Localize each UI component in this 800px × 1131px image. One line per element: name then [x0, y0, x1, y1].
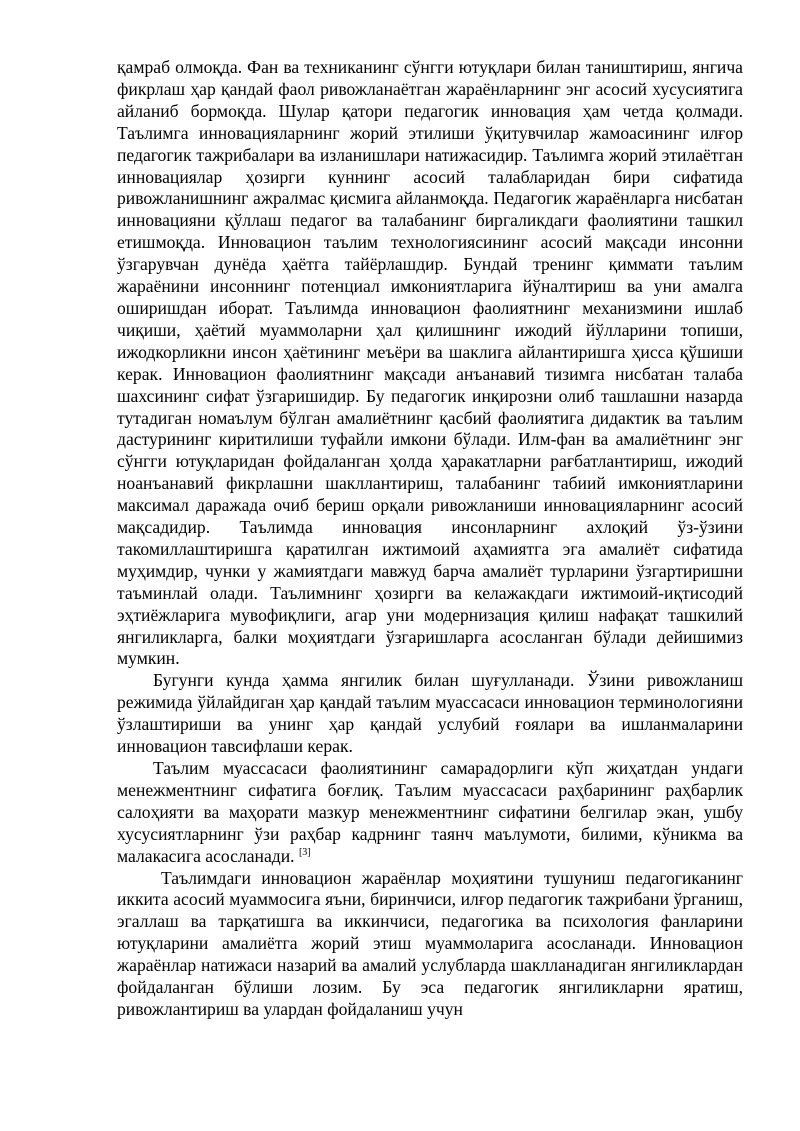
paragraph-innovation-intro: қамраб олмоқда. Фан ва техниканинг сўнгги ютуқлари билан таништириш, янгича фикрлаш ҳар қандай фаол ривожланаётган жараёнларнинг энг асосий хусусиятига айланиб бормоқда. Шулар қатори педагогик инновация ҳам четда қолмади. Таълимга инновацияларнинг жорий этилиши ўқитувчилар жамоасининг илғор педагогик тажрибалари ва изланишлари натижасидир. Таълимга жорий этилаётган инновациялар ҳозирги куннинг асосий талабларидан бири сифатида ривожланишнинг ажралмас қисмига айланмоқда. Педагогик жараёнларга нисбатан инновацияни қўллаш педагог ва талабанинг биргаликдаги фаолиятини ташкил етишмоқда. Инновацион таълим технологиясининг асосий мақсади инсонни ўзгарувчан дунёда ҳаётга тайёрлашдир. Бундай тренинг қиммати таълим жараёнини инсоннинг потенциал имкониятларига йўналтириш ва уни амалга оширишдан иборат. Таълимда инновацион фаолиятнинг механизмини ишлаб чиқиши, ҳаётий муаммоларни ҳал қилишнинг ижодий йўлларини топиши, ижодкорликни инсон ҳаётининг меъёри ва шаклига айлантиришга ҳисса қўшиши керак. Инновацион фаолиятнинг мақсади анъанавий тизимга нисбатан талаба шахсининг сифат ўзгаришидир. Бу педагогик инқирозни олиб ташлашни назарда тутадиган номаълум бўлган амалиётнинг қасбий фаолиятига дидактик ва таълим дастурининг киритилиши туфайли имкони бўлади. Илм-фан ва амалиётнинг энг сўнгги ютуқларидан фойдаланган ҳолда ҳаракатларни рағбатлантириш, ижодий ноанъанавий фикрлашни шакллантириш, талабанинг табиий имкониятларини максимал даражада очиб бериш орқали ривожланиши инновацияларнинг асосий мақсадидир. Таълимда инновация инсонларнинг ахлоқий ўз-ўзини такомиллаштиришга қаратилган ижтимоий аҳамиятга эга амалиёт сифатида муҳимдир, чунки у жамиятдаги мавжуд барча амалиёт турларини ўзгартиришни таъминлай олади. Таълимнинг ҳозирги ва келажакдаги ижтимоий-иқтисодий эҳтиёжларига мувофиқлиги, агар уни модернизация қилиш нафақат ташкилий янгиликларга, балки моҳиятдаги ўзгаришларга асосланган бўлади дейишимиз мумкин.	[117, 57, 743, 669]
paragraph-management-text: Таълим муассасаси фаолиятининг самарадорлиги кўп жиҳатдан ундаги менежментнинг сифатига боғлиқ. Таълим муассасаси раҳбарининг раҳбарлик салоҳияти ва маҳорати мазкур менежментнинг сифатини белгилар экан, ушбу хусусиятларнинг ўзи раҳбар кадрнинг таянч маълумоти, билими, кўникма ва малакасига асосланади.	[117, 758, 743, 866]
paragraph-today-novelty: Бугунги кунда ҳамма янгилик билан шуғулланади. Ўзини ривожланиш режимида ўйлайдиган ҳар қандай таълим муассасаси инновацион терминологияни ўзлаштириши ва унинг ҳар қандай услубий ғоялари ва ишланмаларини инновацион тавсифлаши керак.	[117, 670, 743, 757]
paragraph-management-quality	[117, 758, 743, 868]
paragraph-innovation-processes: Таълимдаги инновацион жараёнлар моҳиятини тушуниш педагогиканинг иккита асосий муаммосига яъни, биринчиси, илғор педагогик тажрибани ўрганиш, эгаллаш ва тарқатишга ва иккинчиси, педагогика ва психология фанларини ютуқларини амалиётга жорий этиш муаммоларига асосланади. Инновацион жараёнлар натижаси назарий ва амалий услубларда шаклланадиган янгиликлардан фойдаланган бўлиши лозим. Бу эса педагогик янгиликларни яратиш, ривожлантириш ва улардан фойдаланиш учун	[117, 867, 743, 1019]
citation-reference: [3]	[298, 846, 311, 858]
document-page	[117, 57, 743, 1021]
